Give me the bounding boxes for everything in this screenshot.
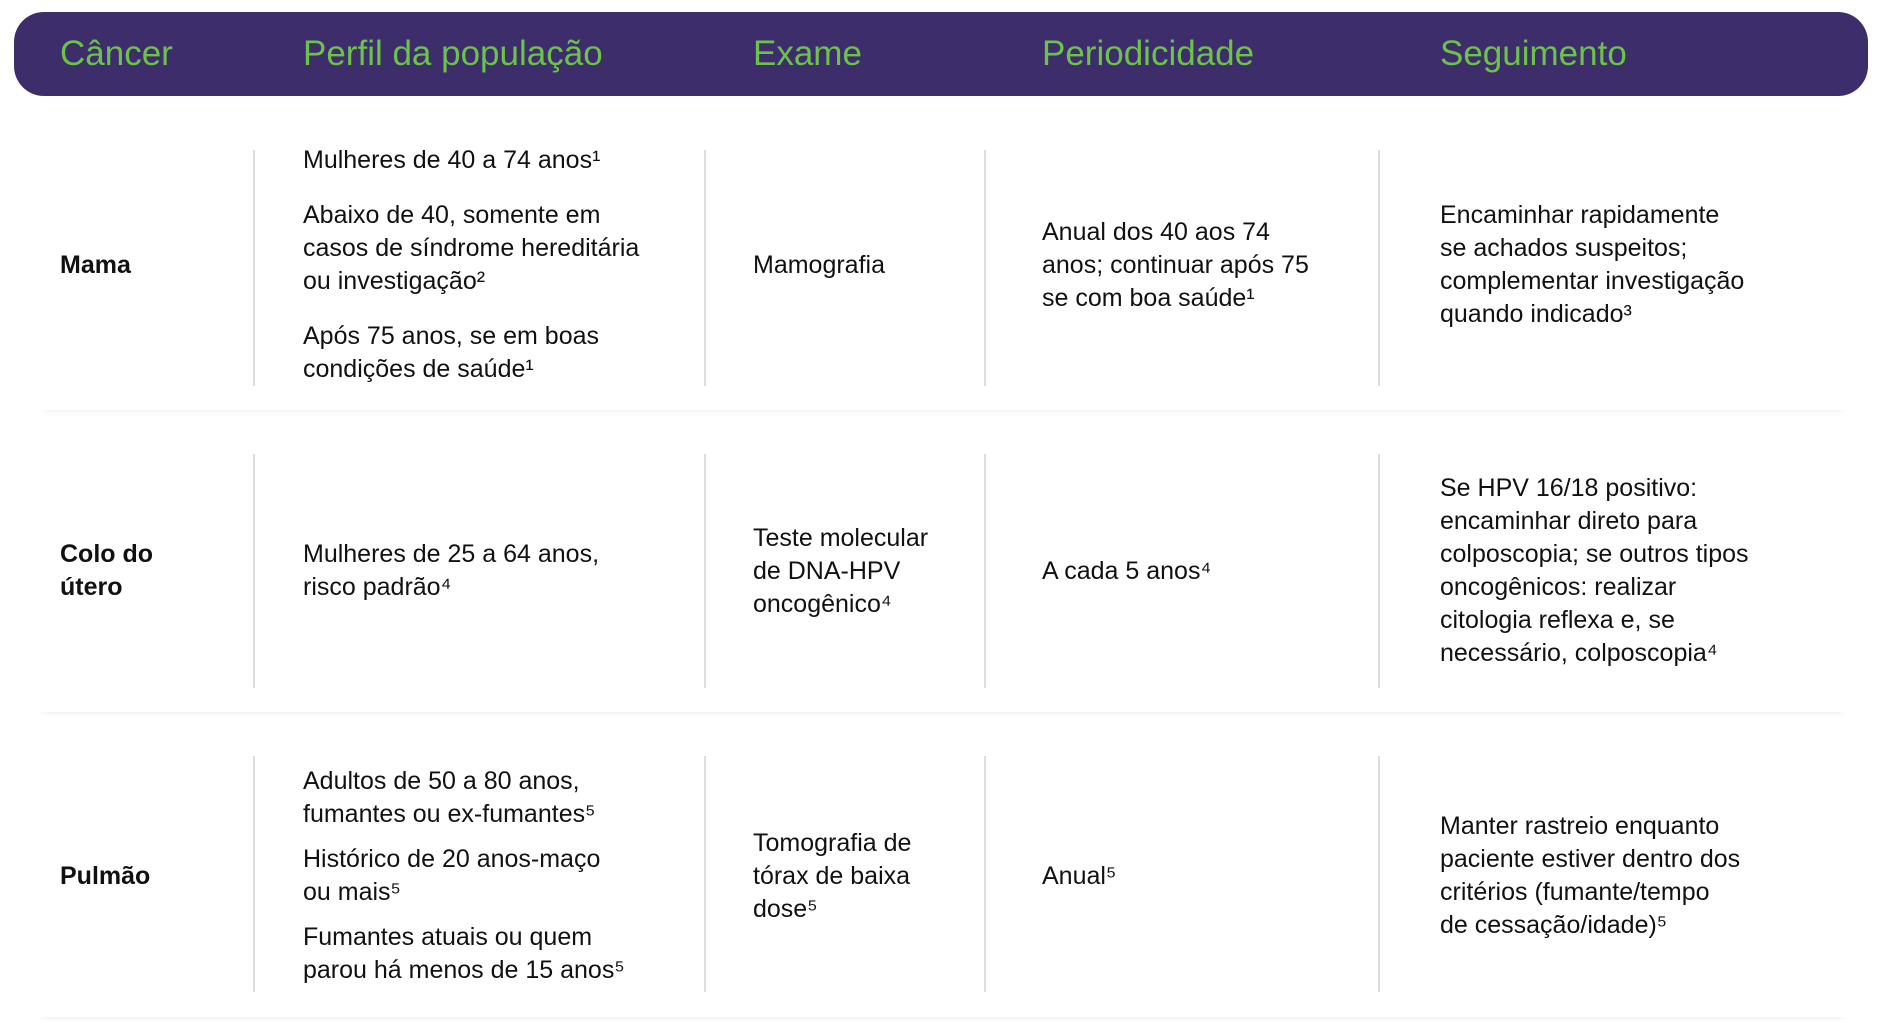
perfil-cell	[303, 735, 703, 1017]
periodicidade-cell: A cada 5 anos⁴	[1042, 556, 1212, 585]
exame-cell: Tomografia de tórax de baixa dose⁵	[753, 828, 912, 923]
header-perfil: Perfil da população	[303, 34, 603, 73]
perfil-item: Após 75 anos, se em boas condições de saúde¹	[303, 322, 600, 383]
table-row	[38, 120, 1848, 410]
periodicidade-cell: Anual⁵	[1042, 861, 1117, 890]
cancer-name: Mama	[60, 250, 131, 279]
cancer-name: Pulmão	[60, 861, 151, 890]
header-periodicidade: Periodicidade	[1042, 34, 1255, 73]
seguimento-cell: Encaminhar rapidamente se achados suspeitos; complementar investigação quando indicado³	[1440, 201, 1745, 328]
column-divider	[253, 756, 255, 992]
perfil-item: Mulheres de 25 a 64 anos, risco padrão⁴	[303, 540, 600, 601]
column-divider	[704, 454, 706, 688]
column-divider	[1378, 150, 1380, 386]
column-divider	[253, 454, 255, 688]
header-cancer: Câncer	[60, 34, 173, 73]
exame-cell: Teste molecular de DNA-HPV oncogênico⁴	[753, 523, 929, 618]
table-header	[14, 12, 1868, 96]
table-row	[38, 430, 1848, 712]
seguimento-cell: Manter rastreio enquanto paciente estiver dentro dos critérios (fumante/tempo de cessação/idade)⁵	[1440, 812, 1741, 939]
periodicidade-cell: Anual dos 40 aos 74 anos; continuar após 75 se com boa saúde¹	[1042, 217, 1309, 312]
column-divider	[253, 150, 255, 386]
perfil-item: Abaixo de 40, somente em casos de síndrome hereditária ou investigação²	[303, 201, 640, 295]
table-row	[38, 735, 1848, 1017]
exame-cell: Mamografia	[753, 250, 885, 279]
column-divider	[1378, 454, 1380, 688]
header-seguimento: Seguimento	[1440, 34, 1627, 73]
cancer-name: Colo do útero	[60, 540, 154, 601]
column-divider	[984, 756, 986, 992]
perfil-cell	[303, 430, 703, 712]
column-divider	[984, 150, 986, 386]
column-divider	[704, 150, 706, 386]
perfil-item: Fumantes atuais ou quem parou há menos de 15 anos⁵	[303, 923, 625, 984]
column-divider	[984, 454, 986, 688]
perfil-cell	[303, 120, 703, 410]
column-divider	[1378, 756, 1380, 992]
seguimento-cell: Se HPV 16/18 positivo: encaminhar direto para colposcopia; se outros tipos oncogênicos: realizar citologia reflexa e, se necessário, colposcopia⁴	[1440, 474, 1749, 667]
header-exame: Exame	[753, 34, 862, 73]
perfil-item: Histórico de 20 anos-maço ou mais⁵	[303, 845, 601, 906]
perfil-item: Mulheres de 40 a 74 anos¹	[303, 146, 601, 174]
perfil-item: Adultos de 50 a 80 anos, fumantes ou ex-fumantes⁵	[303, 767, 596, 828]
column-divider	[704, 756, 706, 992]
